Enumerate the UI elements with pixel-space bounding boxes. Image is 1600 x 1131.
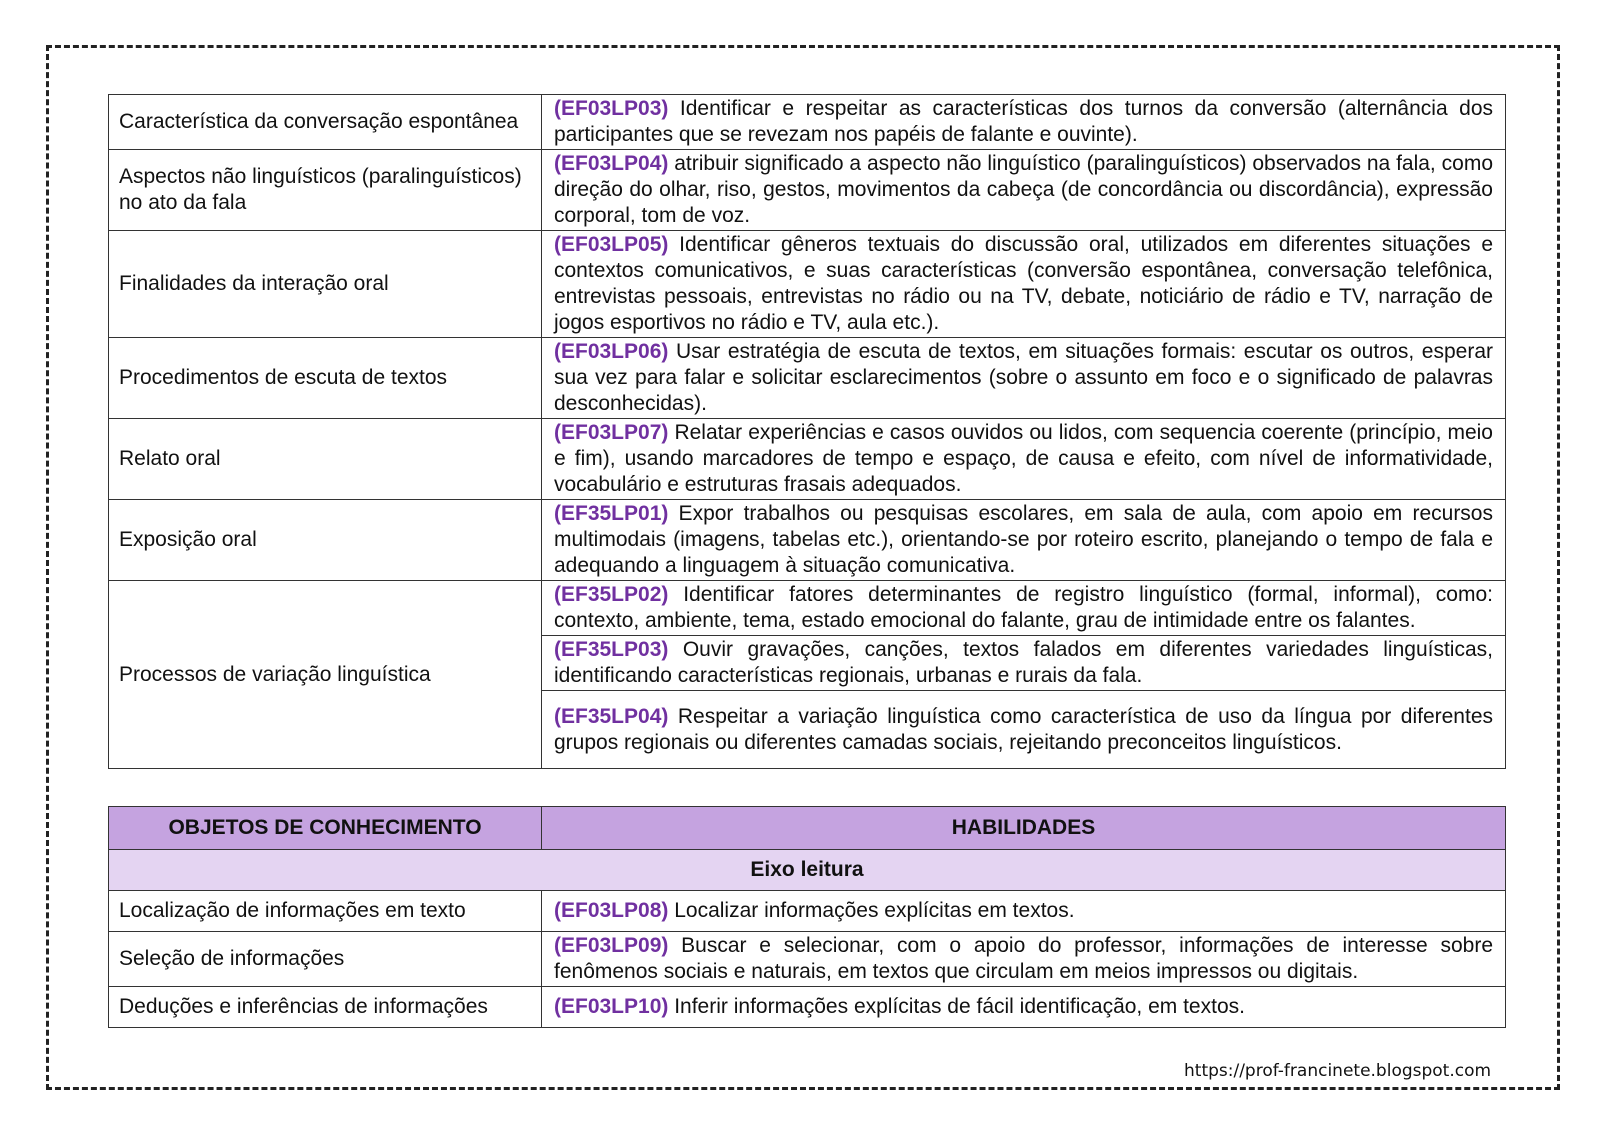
skill-code: (EF03LP08) — [554, 899, 669, 922]
habilidade-cell — [542, 987, 1506, 1028]
table-row — [109, 987, 1506, 1028]
axis-label: Eixo leitura — [109, 850, 1506, 891]
skill-text: Usar estratégia de escuta de textos, em situações formais: escutar os outros, esperar sua vez para falar e solicitar esclarecimentos (sobre o assunto em foco e o significado de palavras desconhecidas). — [554, 340, 1493, 415]
skill-code: (EF35LP04) — [554, 704, 669, 728]
table-row — [109, 932, 1506, 987]
skills-table-oralidade — [108, 94, 1506, 769]
skill-text: Relatar experiências e casos ouvidos ou lidos, com sequencia coerente (princípio, meio e fim), usando marcadores de tempo e espaço, de causa e efeito, com nível de informatividade, vocabulário e estruturas frasais adequados. — [554, 421, 1493, 496]
axis-row — [109, 850, 1506, 891]
habilidade-cell — [542, 636, 1506, 691]
skill-text: Inferir informações explícitas de fácil identificação, em textos. — [668, 995, 1245, 1018]
objeto-cell: Seleção de informações — [109, 932, 542, 987]
objeto-cell: Finalidades da interação oral — [109, 231, 542, 338]
table-header-row — [109, 807, 1506, 850]
header-habilidades: HABILIDADES — [542, 807, 1506, 850]
skill-text: Ouvir gravações, canções, textos falados em diferentes variedades linguísticas, identificando características regionais, urbanas e rurais da fala. — [554, 638, 1493, 687]
objeto-cell: Aspectos não linguísticos (paralinguísticos) no ato da fala — [109, 150, 542, 231]
skill-text: Identificar gêneros textuais do discussão oral, utilizados em diferentes situações e contextos comunicativos, e suas características (conversão espontânea, conversação telefônica, entrevistas pessoais, entrevistas no rádio ou na TV, debate, noticiário de rádio e TV, narração de jogos esportivos no rádio e TV, aula etc.). — [554, 233, 1493, 334]
skill-code: (EF03LP06) — [554, 340, 669, 363]
skill-code: (EF03LP09) — [554, 934, 669, 957]
objeto-cell: Procedimentos de escuta de textos — [109, 338, 542, 419]
objeto-cell: Característica da conversação espontânea — [109, 95, 542, 150]
habilidade-cell — [542, 891, 1506, 932]
objeto-cell: Processos de variação linguística — [109, 581, 542, 769]
habilidade-cell — [542, 419, 1506, 500]
habilidade-cell — [542, 231, 1506, 338]
table-row — [109, 500, 1506, 581]
skill-code: (EF35LP01) — [554, 502, 669, 525]
skill-text: Buscar e selecionar, com o apoio do professor, informações de interesse sobre fenômenos sociais e naturais, em textos que circulam em meios impressos ou digitais. — [554, 934, 1493, 983]
skill-text: Expor trabalhos ou pesquisas escolares, em sala de aula, com apoio em recursos multimodais (imagens, tabelas etc.), orientando-se por roteiro escrito, planejando o tempo de fala e adequando a linguagem à situação comunicativa. — [554, 502, 1493, 577]
objeto-cell: Relato oral — [109, 419, 542, 500]
footer-url: https://prof-francinete.blogspot.com — [1184, 1061, 1492, 1081]
header-objetos: OBJETOS DE CONHECIMENTO — [109, 807, 542, 850]
skill-code: (EF03LP05) — [554, 233, 669, 256]
table-row — [109, 231, 1506, 338]
table-row — [109, 581, 1506, 636]
habilidade-cell — [542, 95, 1506, 150]
skill-code: (EF35LP03) — [554, 638, 669, 661]
habilidade-cell — [542, 932, 1506, 987]
table-row — [109, 891, 1506, 932]
habilidade-cell — [542, 581, 1506, 636]
objeto-cell: Deduções e inferências de informações — [109, 987, 542, 1028]
skill-text: Identificar e respeitar as características dos turnos da conversão (alternância dos participantes que se revezam nos papéis de falante e ouvinte). — [554, 97, 1493, 146]
skill-code: (EF35LP02) — [554, 583, 669, 606]
objeto-cell: Exposição oral — [109, 500, 542, 581]
skill-text: Identificar fatores determinantes de registro linguístico (formal, informal), como: contexto, ambiente, tema, estado emocional do falante, grau de intimidade entre os falantes. — [554, 583, 1493, 632]
skill-text: Respeitar a variação linguística como característica de uso da língua por diferentes grupos regionais ou diferentes camadas sociais, rejeitando preconceitos linguísticos. — [554, 704, 1493, 754]
skill-code: (EF03LP03) — [554, 97, 669, 120]
habilidade-cell — [542, 338, 1506, 419]
skill-text: atribuir significado a aspecto não linguístico (paralinguísticos) observados na fala, como direção do olhar, riso, gestos, movimentos da cabeça (de concordância ou discordância), expressão corporal, tom de voz. — [554, 152, 1493, 227]
habilidade-cell — [542, 691, 1506, 769]
table-row — [109, 150, 1506, 231]
table-row — [109, 419, 1506, 500]
habilidade-cell — [542, 500, 1506, 581]
objeto-cell: Localização de informações em texto — [109, 891, 542, 932]
table-row — [109, 338, 1506, 419]
skill-code: (EF03LP10) — [554, 995, 669, 1018]
habilidade-cell — [542, 150, 1506, 231]
skill-code: (EF03LP04) — [554, 152, 669, 175]
skill-code: (EF03LP07) — [554, 421, 669, 444]
skill-text: Localizar informações explícitas em textos. — [668, 899, 1075, 922]
skills-table-leitura — [108, 806, 1506, 1028]
table-row — [109, 95, 1506, 150]
